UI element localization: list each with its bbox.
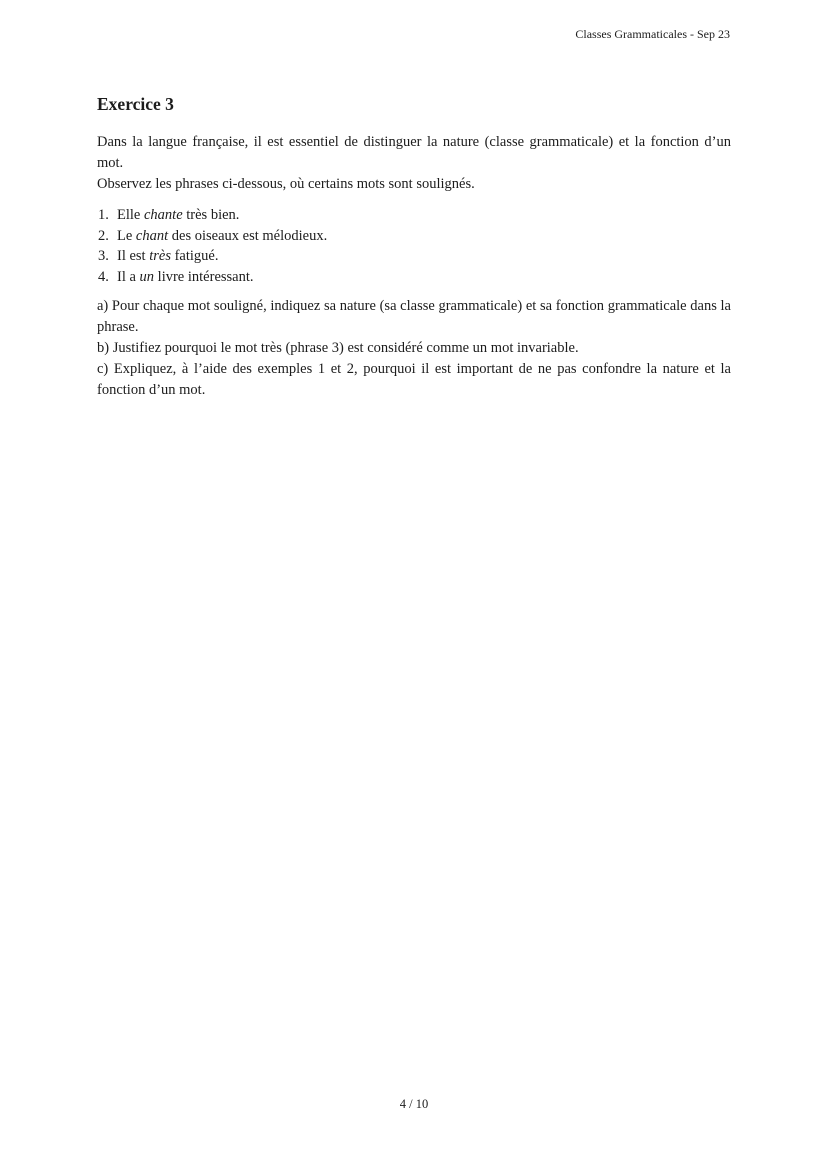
list-item-text: fatigué.	[170, 248, 219, 264]
list-item-text: Il a	[117, 268, 140, 285]
question-a: a) Pour chaque mot souligné, indiquez sa nature (sa classe grammaticale) et sa fonction grammaticale dans la phrase.	[97, 298, 731, 335]
intro-paragraph-2: Observez les phrases ci-dessous, où certains mots sont soulignés.	[97, 176, 475, 192]
list-item-number: 2.	[98, 227, 109, 244]
list-item	[97, 226, 731, 247]
intro-paragraph-1: Dans la langue française, il est essentiel de distinguer la nature (classe grammaticale) et la fonction d’un mot.	[97, 134, 731, 171]
highlighted-word: très	[149, 248, 171, 264]
list-item-text: livre intéressant.	[154, 268, 254, 285]
list-item-text: très bien.	[182, 207, 240, 223]
exercise-content	[97, 93, 731, 401]
list-item-number: 3.	[98, 248, 109, 264]
page-number: 4 / 10	[399, 1097, 429, 1111]
list-item-text: Il est	[117, 248, 150, 264]
questions-block	[97, 296, 731, 401]
list-item-text: Le	[117, 227, 136, 244]
list-item	[97, 205, 731, 226]
list-item-text: Elle	[117, 207, 144, 223]
question-b: b) Justifiez pourquoi le mot très (phrase 3) est considéré comme un mot invariable.	[97, 340, 579, 356]
list-item-number: 4.	[98, 268, 109, 285]
sentence-list	[97, 205, 731, 287]
list-item-number: 1.	[98, 207, 109, 223]
highlighted-word: chant	[135, 227, 169, 244]
list-item	[97, 267, 731, 288]
question-c: c) Expliquez, à l’aide des exemples 1 et 2, pourquoi il est important de ne pas confondre la nature et la fonction d’un mot.	[97, 361, 731, 398]
list-item	[97, 246, 731, 267]
highlighted-word: un	[139, 268, 155, 285]
list-item-text: des oiseaux est mélodieux.	[168, 227, 328, 244]
page-header: Classes Grammaticales - Sep 23	[575, 27, 730, 41]
highlighted-word: chante	[143, 207, 183, 223]
exercise-title: Exercice 3	[97, 94, 174, 114]
